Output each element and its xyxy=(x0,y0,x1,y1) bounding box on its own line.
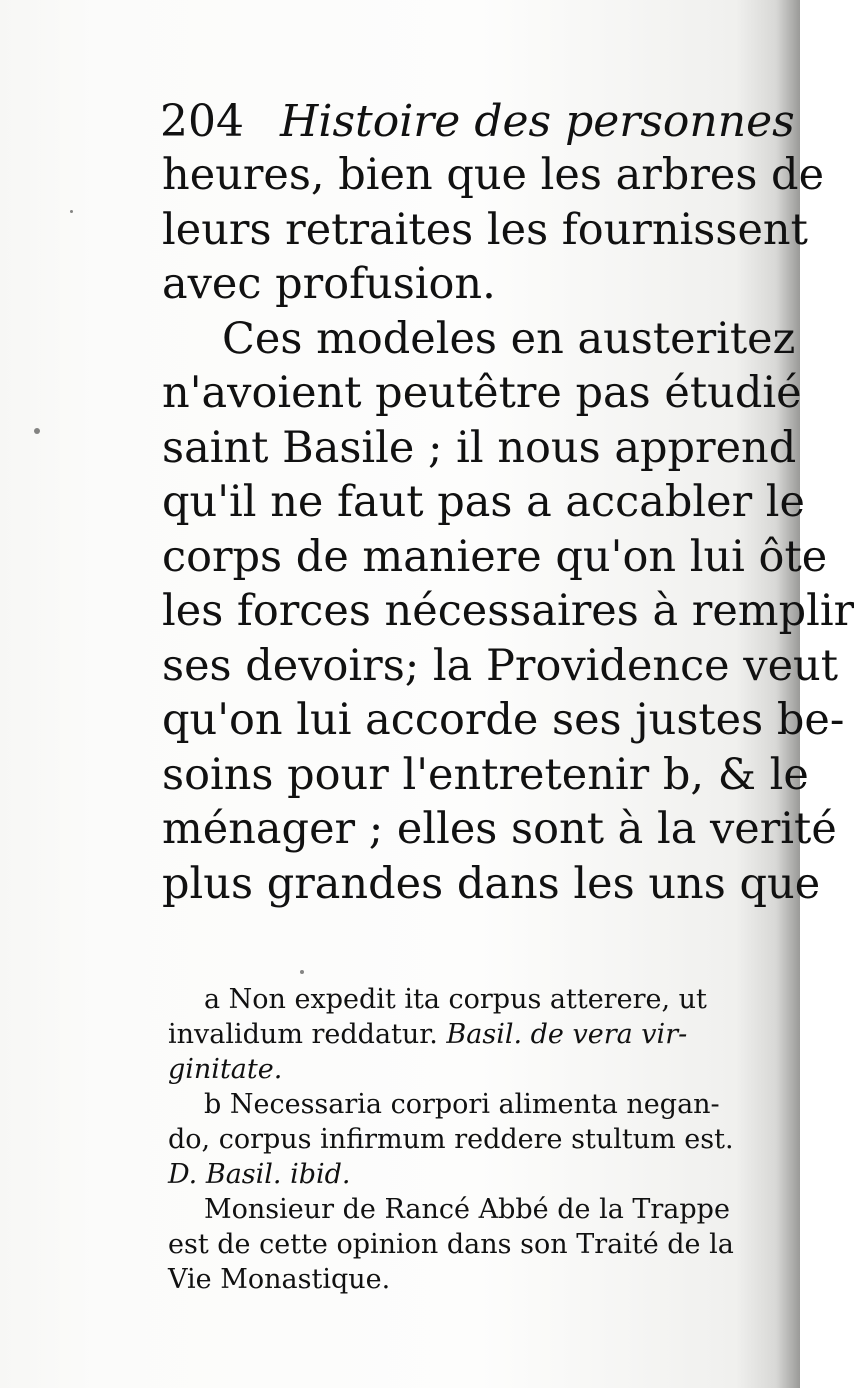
footnote-b-line: b Necessaria corpori alimenta negan- xyxy=(204,1089,720,1120)
text-line: n'avoient peutêtre pas étudié xyxy=(162,368,802,418)
body-text xyxy=(162,148,854,911)
text-line: plus grandes dans les uns que xyxy=(162,858,821,909)
running-title: Histoire des personnes xyxy=(280,96,795,147)
footnote-b-reference: D. Basil. ibid. xyxy=(168,1159,351,1190)
footnote-a-reference: Basil. de vera vir- xyxy=(446,1019,688,1050)
text-line: heures, bien que les arbres de xyxy=(162,150,825,200)
paragraph-start-line: Ces modeles en austeritez xyxy=(222,313,796,364)
text-line: soins pour l'entretenir b, & le xyxy=(162,749,809,800)
text-line: saint Basile ; il nous apprend xyxy=(162,422,797,473)
running-header xyxy=(160,92,795,152)
text-line: corps de maniere qu'on lui ôte xyxy=(162,531,828,582)
footnotes xyxy=(168,982,766,1297)
text-line: les forces nécessaires à remplir xyxy=(162,586,854,636)
footnote-a-line xyxy=(168,1017,766,1052)
ink-speck xyxy=(34,428,40,434)
text-line: ménager ; elles sont à la verité xyxy=(162,804,837,854)
text-line: ses devoirs; la Providence veut xyxy=(162,640,838,691)
ink-speck xyxy=(70,210,73,213)
text-line: qu'il ne faut pas a accabler le xyxy=(162,477,806,527)
footnote-a-reference: ginitate. xyxy=(168,1054,283,1085)
page-number: 204 xyxy=(160,96,244,147)
ink-speck xyxy=(300,970,304,974)
footnote-a-line: a Non expedit ita corpus atterere, ut xyxy=(204,984,707,1015)
text-line: leurs retraites les fournissent xyxy=(162,204,808,255)
footnote-a-text: invalidum reddatur. xyxy=(168,1019,447,1050)
footnote-b-line: do, corpus infirmum reddere stultum est. xyxy=(168,1124,734,1155)
text-line: qu'on lui accorde ses justes be- xyxy=(162,695,845,745)
text-line: avec profusion. xyxy=(162,259,496,309)
remark-line: est de cette opinion dans son Traité de la xyxy=(168,1229,734,1260)
remark-line: Monsieur de Rancé Abbé de la Trappe xyxy=(204,1194,730,1225)
remark-line: Vie Monastique. xyxy=(168,1264,391,1295)
